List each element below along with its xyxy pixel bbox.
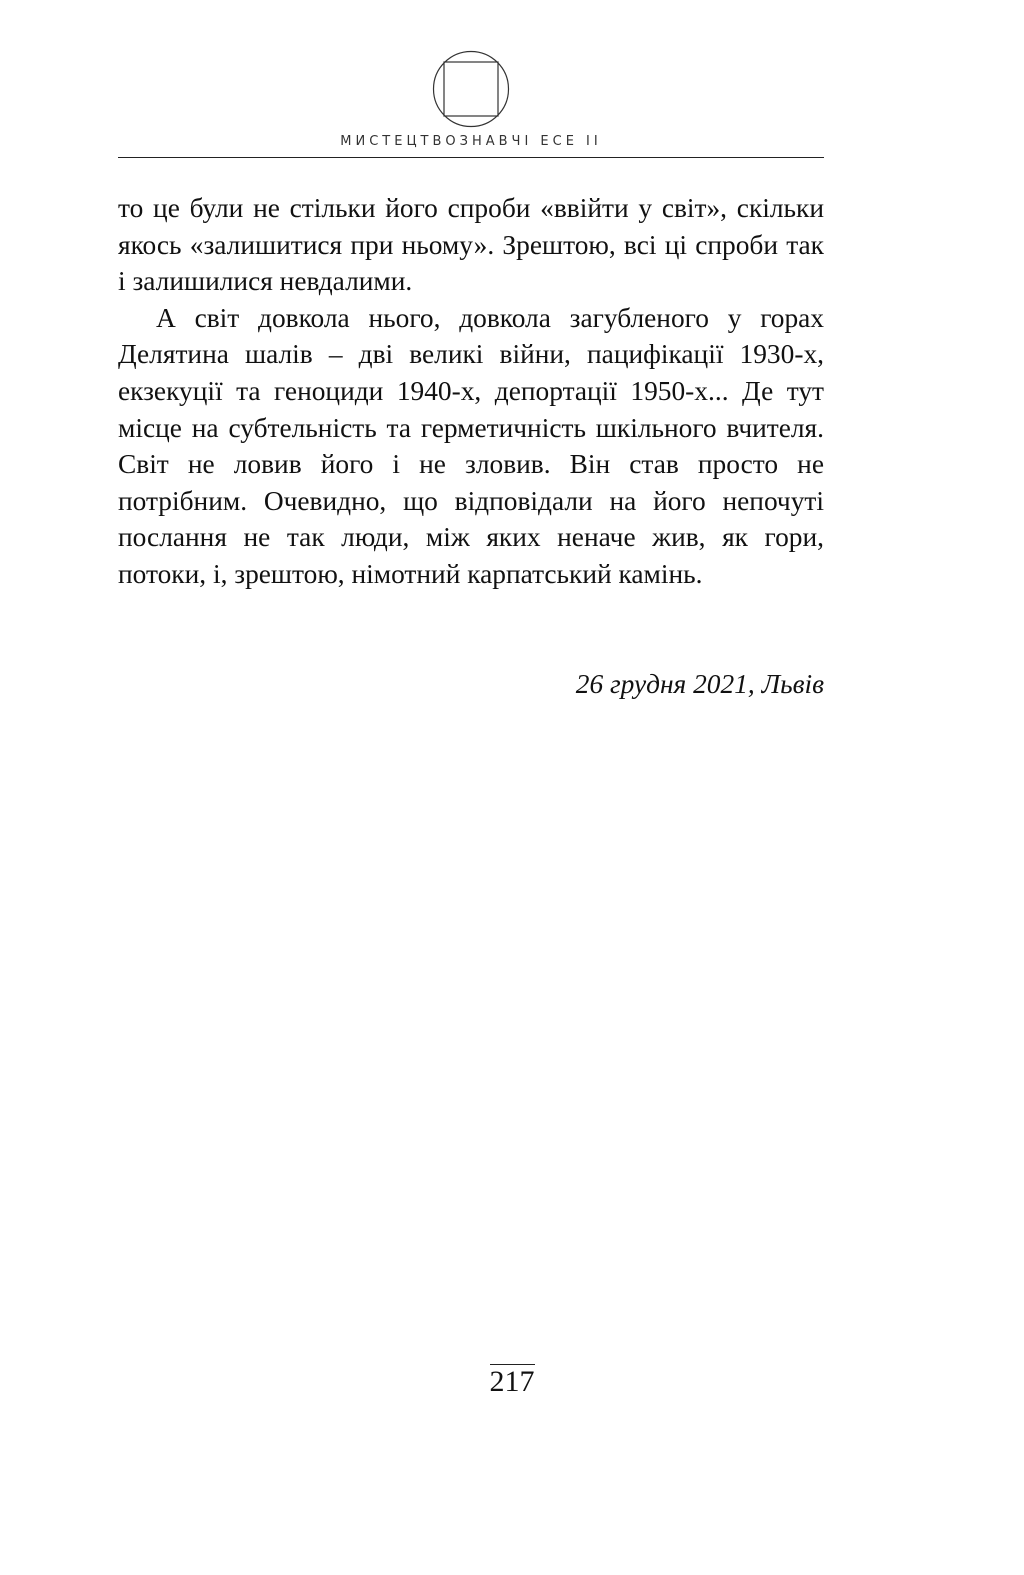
header-rule: [118, 157, 824, 158]
page-number: 217: [489, 1365, 535, 1398]
dateline: 26 грудня 2021, Львів: [575, 669, 824, 699]
circle-square-emblem-icon: [432, 50, 510, 128]
body-text: [118, 190, 824, 593]
running-head: МИСТЕЦТВОЗНАВЧІ ЕСЕ ІІ: [340, 134, 602, 149]
paragraph: А світ довкола нього, довкола загубленого у горах Делятина шалів – дві великі війни, пацифікації 1930-х, екзекуції та геноциди 1940-х, депортації 1950-х... Де тут місце на субтельність та герметичність шкільного вчителя. Світ не ловив його і не зловив. Він став просто не потрібним. Очевидно, що відповідали на його непочуті послання не так люди, між яких неначе жив, як гори, потоки, і, зрештою, німотний карпатський камінь.: [118, 302, 824, 589]
page-number-container: [0, 1364, 1024, 1399]
paragraph-continued: то це були не стільки його спроби «ввійти у світ», скільки якось «залишитися при ньому». Зрештою, всі ці спроби так і залишилися невдалими.: [118, 193, 824, 297]
